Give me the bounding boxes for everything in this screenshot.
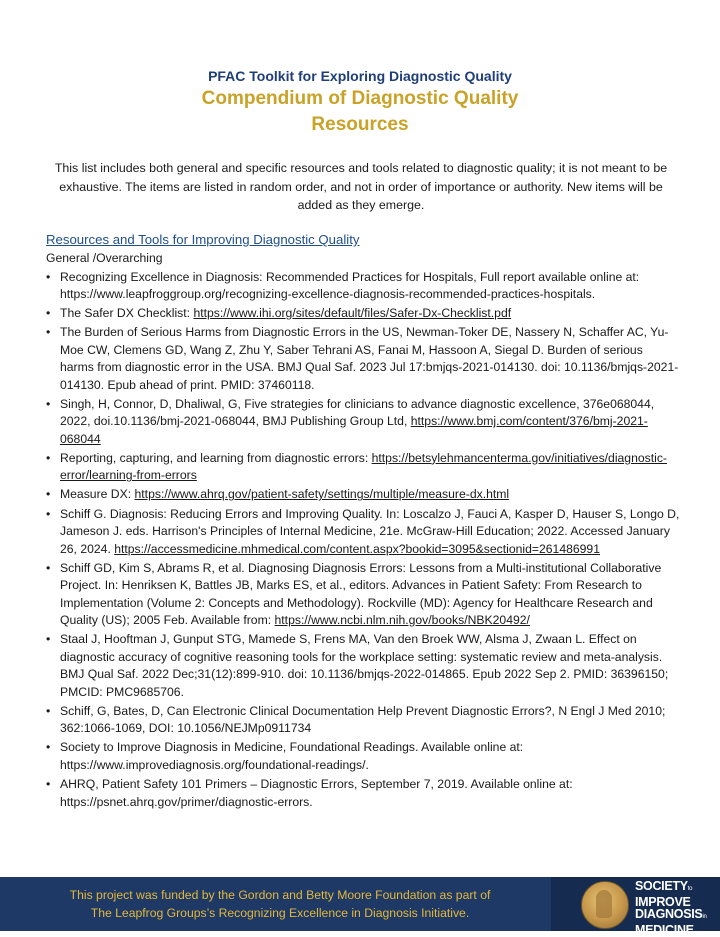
list-item [46, 269, 680, 304]
section-heading: Resources and Tools for Improving Diagnostic Quality [46, 232, 360, 247]
item-text: Schiff G. Diagnosis: Reducing Errors and Improving Quality. In: Loscalzo J, Fauci A, Kasper D, Hauser S, Longo D, Jameson J. eds. Harrison's Principles of Internal Medicine, 21e. McGraw-Hill Education; 2022. Accessed January 26, 2024. [60, 506, 680, 556]
item-link[interactable]: https://www.bmj.com/content/376/bmj-2021-068044 [60, 414, 648, 446]
item-text: The Safer DX Checklist: [60, 306, 194, 321]
resource-list [46, 269, 680, 812]
item-text: Recognizing Excellence in Diagnosis: Recommended Practices for Hospitals, Full report available online at: https://www.leapfroggroup.org/recognizing-excellence-diagnosis-recommended-practices-hospitals. [60, 269, 640, 301]
item-text: Measure DX: [60, 487, 135, 502]
sidm-logo [551, 877, 720, 937]
logo-word-to: to [687, 886, 693, 892]
section-subheading: General /Overarching [46, 251, 163, 265]
seal-icon [581, 881, 629, 929]
item-text: Singh, H, Connor, D, Dhaliwal, G, Five strategies for clinicians to advance diagnostic excellence, 376e068044, 2022, doi.10.1136/bmj-2021-068044, BMJ Publishing Group Ltd, [60, 396, 655, 429]
list-item [46, 486, 680, 504]
list-item [46, 776, 680, 811]
intro-paragraph: This list includes both general and specific resources and tools related to diagnostic quality; it is not meant to be exhaustive. The items are listed in random order, and not in order of importance or authority. New items will be added as they emerge. [54, 161, 668, 212]
logo-word-society: SOCIETY [635, 879, 688, 893]
item-text: AHRQ, Patient Safety 101 Primers – Diagnostic Errors, September 7, 2019. Available online at: https://psnet.ahrq.gov/primer/diagnostic-errors. [60, 777, 573, 809]
seal-figure [596, 890, 612, 918]
resource-section [46, 231, 680, 813]
list-item [46, 703, 680, 738]
logo-word-diagnosis: DIAGNOSIS [635, 907, 703, 921]
logo-line-4: MEDICINE [635, 922, 694, 937]
list-item [46, 739, 680, 774]
item-text: Schiff, G, Bates, D, Can Electronic Clinical Documentation Help Prevent Diagnostic Errors?, N Engl J Med 2010; 362:1066-1069, DOI: 10.1056/NEJMp0911734 [60, 703, 666, 736]
list-item [46, 450, 680, 485]
item-link[interactable]: https://accessmedicine.mhmedical.com/content.aspx?bookid=3095&sectionid=261486991 [114, 541, 600, 556]
item-text: Schiff GD, Kim S, Abrams R, et al. Diagnosing Diagnosis Errors: Lessons from a Multi-institutional Collaborative Project. In: Henriksen K, Battles JB, Marks ES, et al., editors. Advances in Patient Safety: From Research to Implementation (Volume 2: Concepts and Methodology). Rockville (MD): Agency for Healthcare Research and Quality (US); 2005 Feb. Available from: [60, 560, 662, 628]
funding-note [0, 886, 560, 922]
list-item [46, 396, 680, 449]
item-link[interactable]: https://www.ahrq.gov/patient-safety/settings/multiple/measure-dx.html [134, 487, 510, 502]
item-text: Reporting, capturing, and learning from diagnostic errors: [60, 450, 372, 465]
item-link[interactable]: https://betsylehmancenterma.gov/initiatives/diagnostic-error/learning-from-errors [60, 450, 667, 483]
funding-note-line-2: The Leapfrog Groups’s Recognizing Excellence in Diagnosis Initiative. [90, 906, 470, 920]
item-text: Staal J, Hooftman J, Gunput STG, Mamede S, Frens MA, Van den Broek WW, Alsma J, Zwaan L. Effect on diagnostic accuracy of cognitive reasoning tools for the workplace setting: systematic review and meta-analysis. BMJ Qual Saf. 2022 Dec;31(12):899-910. doi: 10.1136/bmjqs-2022-014865. Epub 2022 Sep 2. PMID: 36396150; PMCID: PMC9685706. [60, 632, 669, 699]
list-item [46, 305, 680, 323]
logo-line-1 [635, 880, 719, 896]
item-link[interactable]: https://www.ncbi.nlm.nih.gov/books/NBK20492/ [274, 613, 530, 628]
list-item [46, 506, 680, 559]
list-item [46, 631, 680, 701]
logo-wordmark [635, 880, 719, 936]
item-text: The Burden of Serious Harms from Diagnostic Errors in the US, Newman-Toker DE, Nassery N, Schaffer AC, Yu-Moe CW, Clemens GD, Wang Z, Zhu Y, Saber Tehrani AS, Fanai M, Hassoon A, Siegal D. Burden of serious harms from diagnostic error in the USA. BMJ Qual Saf. 2023 Jul 17:bmjqs-2021-014130. doi: 10.1136/bmjqs-2021-014130. Epub ahead of print. PMID: 37460118. [60, 325, 679, 392]
item-link[interactable]: https://www.ihi.org/sites/default/files/Safer-Dx-Checklist.pdf [193, 306, 512, 321]
list-item [46, 324, 680, 394]
list-item [46, 560, 680, 630]
page-header [0, 66, 720, 138]
page-title-line-2: Resources [311, 114, 409, 135]
footer-banner [0, 877, 720, 937]
page-title-line-1: Compendium of Diagnostic Quality [201, 88, 519, 109]
toolkit-title: PFAC Toolkit for Exploring Diagnostic Quality [208, 68, 512, 84]
funding-note-line-1: This project was funded by the Gordon and Betty Moore Foundation as part of [69, 888, 491, 902]
logo-line-3 [635, 908, 719, 924]
item-text: Society to Improve Diagnosis in Medicine, Foundational Readings. Available online at: https://www.improvediagnosis.org/foundational-readings/. [60, 740, 524, 772]
logo-word-in: in [702, 914, 707, 920]
logo-line-2: IMPROVE [635, 894, 691, 909]
